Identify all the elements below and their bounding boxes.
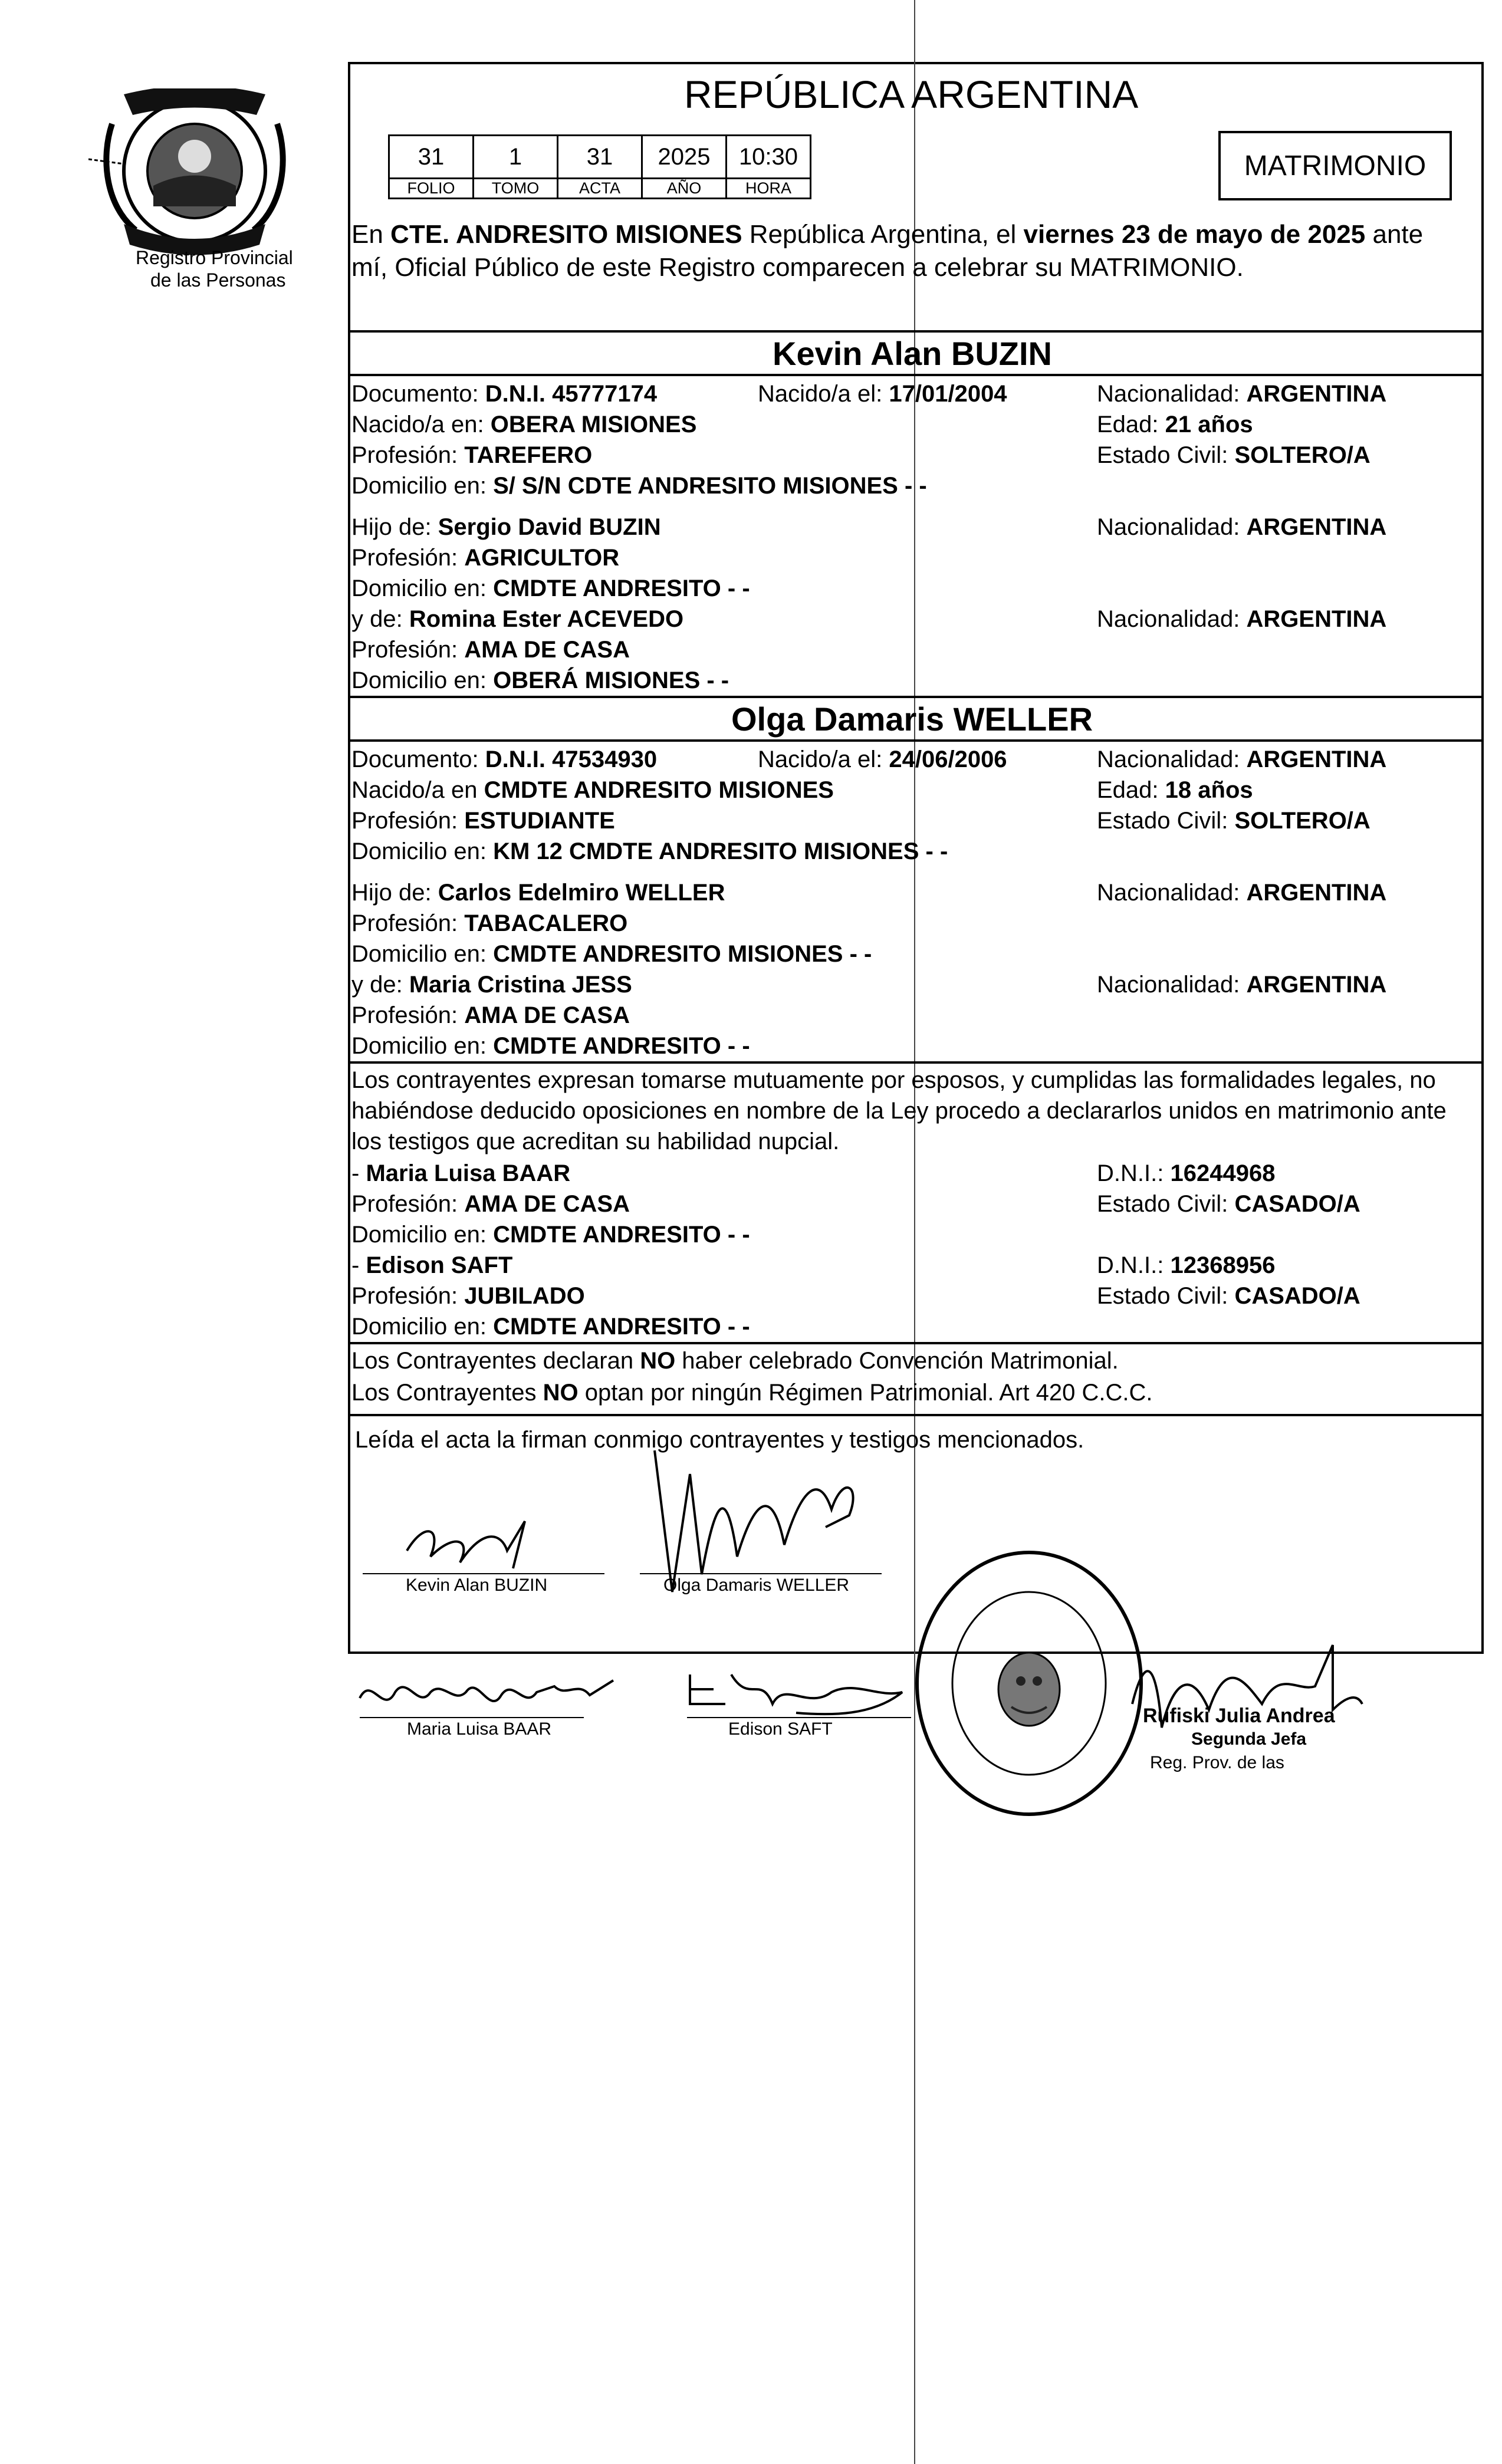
act-type-label: MATRIMONIO xyxy=(1244,150,1427,182)
signature-line xyxy=(363,1573,604,1574)
c1-padre-domicilio: Domicilio en: CMDTE ANDRESITO - - xyxy=(351,575,750,601)
signature-caption-edison: Edison SAFT xyxy=(728,1719,833,1739)
c1-madre: y de: Romina Ester ACEVEDO xyxy=(351,606,684,632)
tomo-label: TOMO xyxy=(474,179,558,199)
c1-nacido-el: Nacido/a el: 17/01/2004 xyxy=(758,381,1007,407)
testigo2-domicilio: Domicilio en: CMDTE ANDRESITO - - xyxy=(351,1314,750,1340)
c2-padre-nacionalidad: Nacionalidad: ARGENTINA xyxy=(1097,880,1387,906)
anio-value: 2025 xyxy=(642,136,727,179)
testigo2-dni: D.N.I.: 12368956 xyxy=(1097,1252,1276,1278)
hora-value: 10:30 xyxy=(727,136,811,179)
anio-label: AÑO xyxy=(642,179,727,199)
testigo2-profesion: Profesión: JUBILADO xyxy=(351,1283,585,1309)
folio-label: FOLIO xyxy=(389,179,474,199)
testigo1-estado: Estado Civil: CASADO/A xyxy=(1097,1191,1360,1217)
c2-padre-domicilio: Domicilio en: CMDTE ANDRESITO MISIONES - - xyxy=(351,941,872,967)
intro-text: República Argentina, el xyxy=(742,220,1024,249)
intro-line-1 xyxy=(351,219,1423,250)
c1-estado-civil: Estado Civil: SOLTERO/A xyxy=(1097,442,1370,468)
hora-label: HORA xyxy=(727,179,811,199)
c1-nacionalidad: Nacionalidad: ARGENTINA xyxy=(1097,381,1387,407)
c1-padre: Hijo de: Sergio David BUZIN xyxy=(351,514,661,540)
divider xyxy=(348,1342,1481,1344)
c2-documento: Documento: D.N.I. 47534930 xyxy=(351,746,658,772)
c2-madre-domicilio: Domicilio en: CMDTE ANDRESITO - - xyxy=(351,1033,750,1059)
signature-caption-maria: Maria Luisa BAAR xyxy=(407,1719,552,1739)
c1-profesion: Profesión: TAREFERO xyxy=(351,442,593,468)
divider xyxy=(348,739,1481,742)
c1-nacido-en: Nacido/a en: OBERA MISIONES xyxy=(351,412,697,437)
declaracion-line-1: Los contrayentes expresan tomarse mutuamente por esposos, y cumplidas las formalidades legales, no xyxy=(351,1067,1436,1093)
province-seal-icon xyxy=(88,88,301,265)
divider xyxy=(348,696,1481,698)
intro-text: ante xyxy=(1365,220,1424,249)
signature-line xyxy=(687,1717,911,1718)
c2-madre-nacionalidad: Nacionalidad: ARGENTINA xyxy=(1097,972,1387,998)
contrayente1-name: Kevin Alan BUZIN xyxy=(773,335,1052,372)
testigo1-domicilio: Domicilio en: CMDTE ANDRESITO - - xyxy=(351,1222,750,1248)
c1-padre-profesion: Profesión: AGRICULTOR xyxy=(351,545,620,571)
testigo1-name: - Maria Luisa BAAR xyxy=(351,1160,571,1186)
declaracion-line-2: habiéndose deducido oposiciones en nombre de la Ley procedo a declararlos unidos en matrimonio ante xyxy=(351,1098,1447,1124)
c1-padre-nacionalidad: Nacionalidad: ARGENTINA xyxy=(1097,514,1387,540)
acta-value: 31 xyxy=(558,136,642,179)
c1-madre-profesion: Profesión: AMA DE CASA xyxy=(351,637,630,663)
official-name: Rufiski Julia Andrea xyxy=(1143,1705,1335,1727)
testigo2-name: - Edison SAFT xyxy=(351,1252,513,1278)
c1-edad: Edad: 21 años xyxy=(1097,412,1253,437)
signature-kevin xyxy=(389,1509,566,1580)
intro-line-2: mí, Oficial Público de este Registro comparecen a celebrar su MATRIMONIO. xyxy=(351,253,1244,282)
c2-madre: y de: Maria Cristina JESS xyxy=(351,972,632,998)
c1-madre-nacionalidad: Nacionalidad: ARGENTINA xyxy=(1097,606,1387,632)
registry-logo xyxy=(88,88,301,265)
act-type-box xyxy=(1218,131,1452,200)
c1-domicilio: Domicilio en: S/ S/N CDTE ANDRESITO MISIONES - - xyxy=(351,473,927,499)
closing-text: Leída el acta la firman conmigo contrayentes y testigos mencionados. xyxy=(355,1427,1084,1453)
c2-profesion: Profesión: ESTUDIANTE xyxy=(351,808,615,834)
c2-edad: Edad: 18 años xyxy=(1097,777,1253,803)
c2-domicilio: Domicilio en: KM 12 CMDTE ANDRESITO MISIONES - - xyxy=(351,838,948,864)
divider xyxy=(348,1061,1481,1064)
intro-place: CTE. ANDRESITO MISIONES xyxy=(390,220,742,249)
convencion-line-2: Los Contrayentes NO optan por ningún Régimen Patrimonial. Art 420 C.C.C. xyxy=(351,1380,1153,1406)
official-seal xyxy=(911,1548,1147,1819)
divider xyxy=(348,374,1481,376)
c2-madre-profesion: Profesión: AMA DE CASA xyxy=(351,1002,630,1028)
c2-nacido-en: Nacido/a en CMDTE ANDRESITO MISIONES xyxy=(351,777,834,803)
tomo-value: 1 xyxy=(474,136,558,179)
testigo1-profesion: Profesión: AMA DE CASA xyxy=(351,1191,630,1217)
signature-edison xyxy=(678,1657,926,1722)
convencion-line-1: Los Contrayentes declaran NO haber celebrado Convención Matrimonial. xyxy=(351,1348,1119,1374)
c2-estado-civil: Estado Civil: SOLTERO/A xyxy=(1097,808,1370,834)
official-org: Reg. Prov. de las xyxy=(1150,1753,1284,1772)
testigo2-estado: Estado Civil: CASADO/A xyxy=(1097,1283,1360,1309)
c2-padre: Hijo de: Carlos Edelmiro WELLER xyxy=(351,880,725,906)
intro-text: En xyxy=(351,220,391,249)
contrayente2-name: Olga Damaris WELLER xyxy=(731,700,1093,738)
logo-org-line1: Registro Provincial xyxy=(136,247,293,268)
intro-date: viernes 23 de mayo de 2025 xyxy=(1023,220,1366,249)
signature-caption-kevin: Kevin Alan BUZIN xyxy=(406,1575,548,1595)
c1-madre-domicilio: Domicilio en: OBERÁ MISIONES - - xyxy=(351,667,729,693)
c1-documento: Documento: D.N.I. 45777174 xyxy=(351,381,658,407)
page-title: REPÚBLICA ARGENTINA xyxy=(684,73,1139,116)
logo-org-line2: de las Personas xyxy=(150,269,286,291)
c2-nacido-el: Nacido/a el: 24/06/2006 xyxy=(758,746,1007,772)
testigo1-dni: D.N.I.: 16244968 xyxy=(1097,1160,1276,1186)
act-number-grid xyxy=(388,134,811,199)
acta-label: ACTA xyxy=(558,179,642,199)
divider xyxy=(348,1414,1481,1416)
divider xyxy=(348,330,1481,333)
c2-padre-profesion: Profesión: TABACALERO xyxy=(351,910,628,936)
signature-caption-olga: Olga Damaris WELLER xyxy=(663,1575,850,1595)
c2-nacionalidad: Nacionalidad: ARGENTINA xyxy=(1097,746,1387,772)
official-role: Segunda Jefa xyxy=(1191,1729,1307,1749)
signature-line xyxy=(640,1573,882,1574)
signature-line xyxy=(360,1717,584,1718)
folio-value: 31 xyxy=(389,136,474,179)
declaracion-line-3: los testigos que acreditan su habilidad nupcial. xyxy=(351,1129,840,1154)
